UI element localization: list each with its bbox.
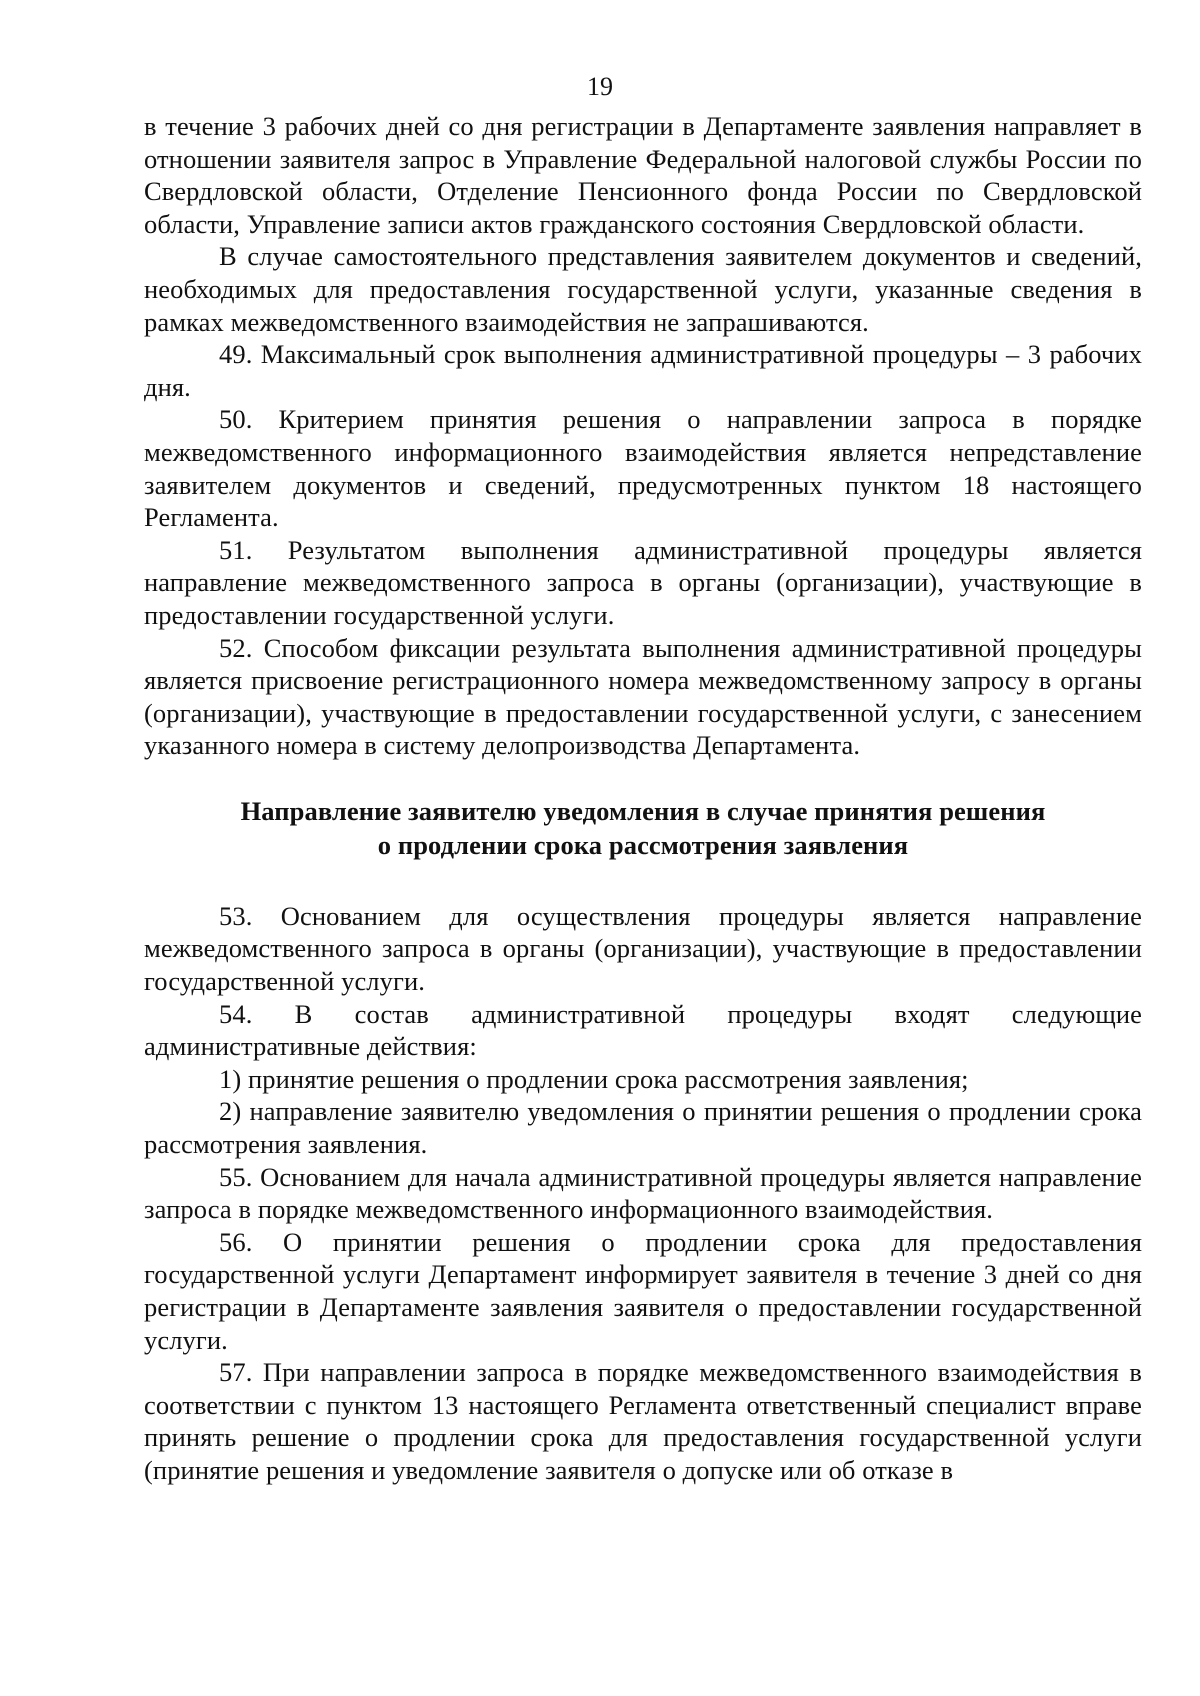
paragraph-51: 51. Результатом выполнения административной процедуры является направление межведомственного запроса в органы (организации), участвующие в предоставлении государственной услуги.	[144, 534, 1142, 630]
paragraph-53: 53. Основанием для осуществления процедуры является направление межведомственного запроса в органы (организации), участвующие в предоставлении государственной услуги.	[144, 900, 1142, 997]
paragraph-54-item-1: 1) принятие решения о продлении срока рассмотрения заявления;	[219, 1063, 969, 1094]
section-heading-line-1: Направление заявителю уведомления в случае принятия решения	[240, 795, 1046, 826]
document-body	[144, 110, 1142, 1487]
paragraph-intro: в течение 3 рабочих дней со дня регистрации в Департаменте заявления направляет в отношении заявителя запрос в Управление Федеральной налоговой службы России по Свердловской области, Отделение Пенсионного фонда России по Свердловской области, Управление записи актов гражданского состояния Свердловской области.	[144, 111, 1142, 239]
paragraph-54: 54. В состав административной процедуры входят следующие административные действия:	[144, 998, 1142, 1062]
paragraph-55: 55. Основанием для начала административной процедуры является направление запроса в порядке межведомственного информационного взаимодействия.	[144, 1161, 1142, 1225]
paragraph-57: 57. При направлении запроса в порядке межведомственного взаимодействия в соответствии с пунктом 13 настоящего Регламента ответственный специалист вправе принять решение о продлении срока для предоставления государственной услуги (принятие решения и уведомление заявителя о допуске или об отказе в	[144, 1357, 1142, 1485]
paragraph-52: 52. Способом фиксации результата выполнения административной процедуры является присвоение регистрационного номера межведомственному запросу в органы (организации), участвующие в предоставлении государственной услуги, с занесением указанного номера в систему делопроизводства Департамента.	[144, 632, 1142, 761]
page-number: 19	[587, 72, 613, 101]
paragraph-54-item-2: 2) направление заявителю уведомления о принятии решения о продлении срока рассмотрения заявления.	[144, 1096, 1142, 1160]
paragraph-self-submission: В случае самостоятельного представления заявителем документов и сведений, необходимых для предоставления государственной услуги, указанные сведения в рамках межведомственного взаимодействия не запрашиваются.	[144, 241, 1142, 337]
paragraph-49: 49. Максимальный срок выполнения административной процедуры – 3 рабочих дня.	[144, 339, 1142, 402]
paragraph-50: 50. Критерием принятия решения о направлении запроса в порядке межведомственного информационного взаимодействия является непредставление заявителем документов и сведений, предусмотренных пунктом 18 настоящего Регламента.	[144, 404, 1142, 533]
section-heading-line-2: о продлении срока рассмотрения заявления	[377, 829, 909, 860]
section-heading	[144, 794, 1142, 862]
paragraph-56: 56. О принятии решения о продлении срока для предоставления государственной услуги Департамент информирует заявителя в течение 3 дней со дня регистрации в Департаменте заявления заявителя о предоставлении государственной услуги.	[144, 1226, 1142, 1355]
